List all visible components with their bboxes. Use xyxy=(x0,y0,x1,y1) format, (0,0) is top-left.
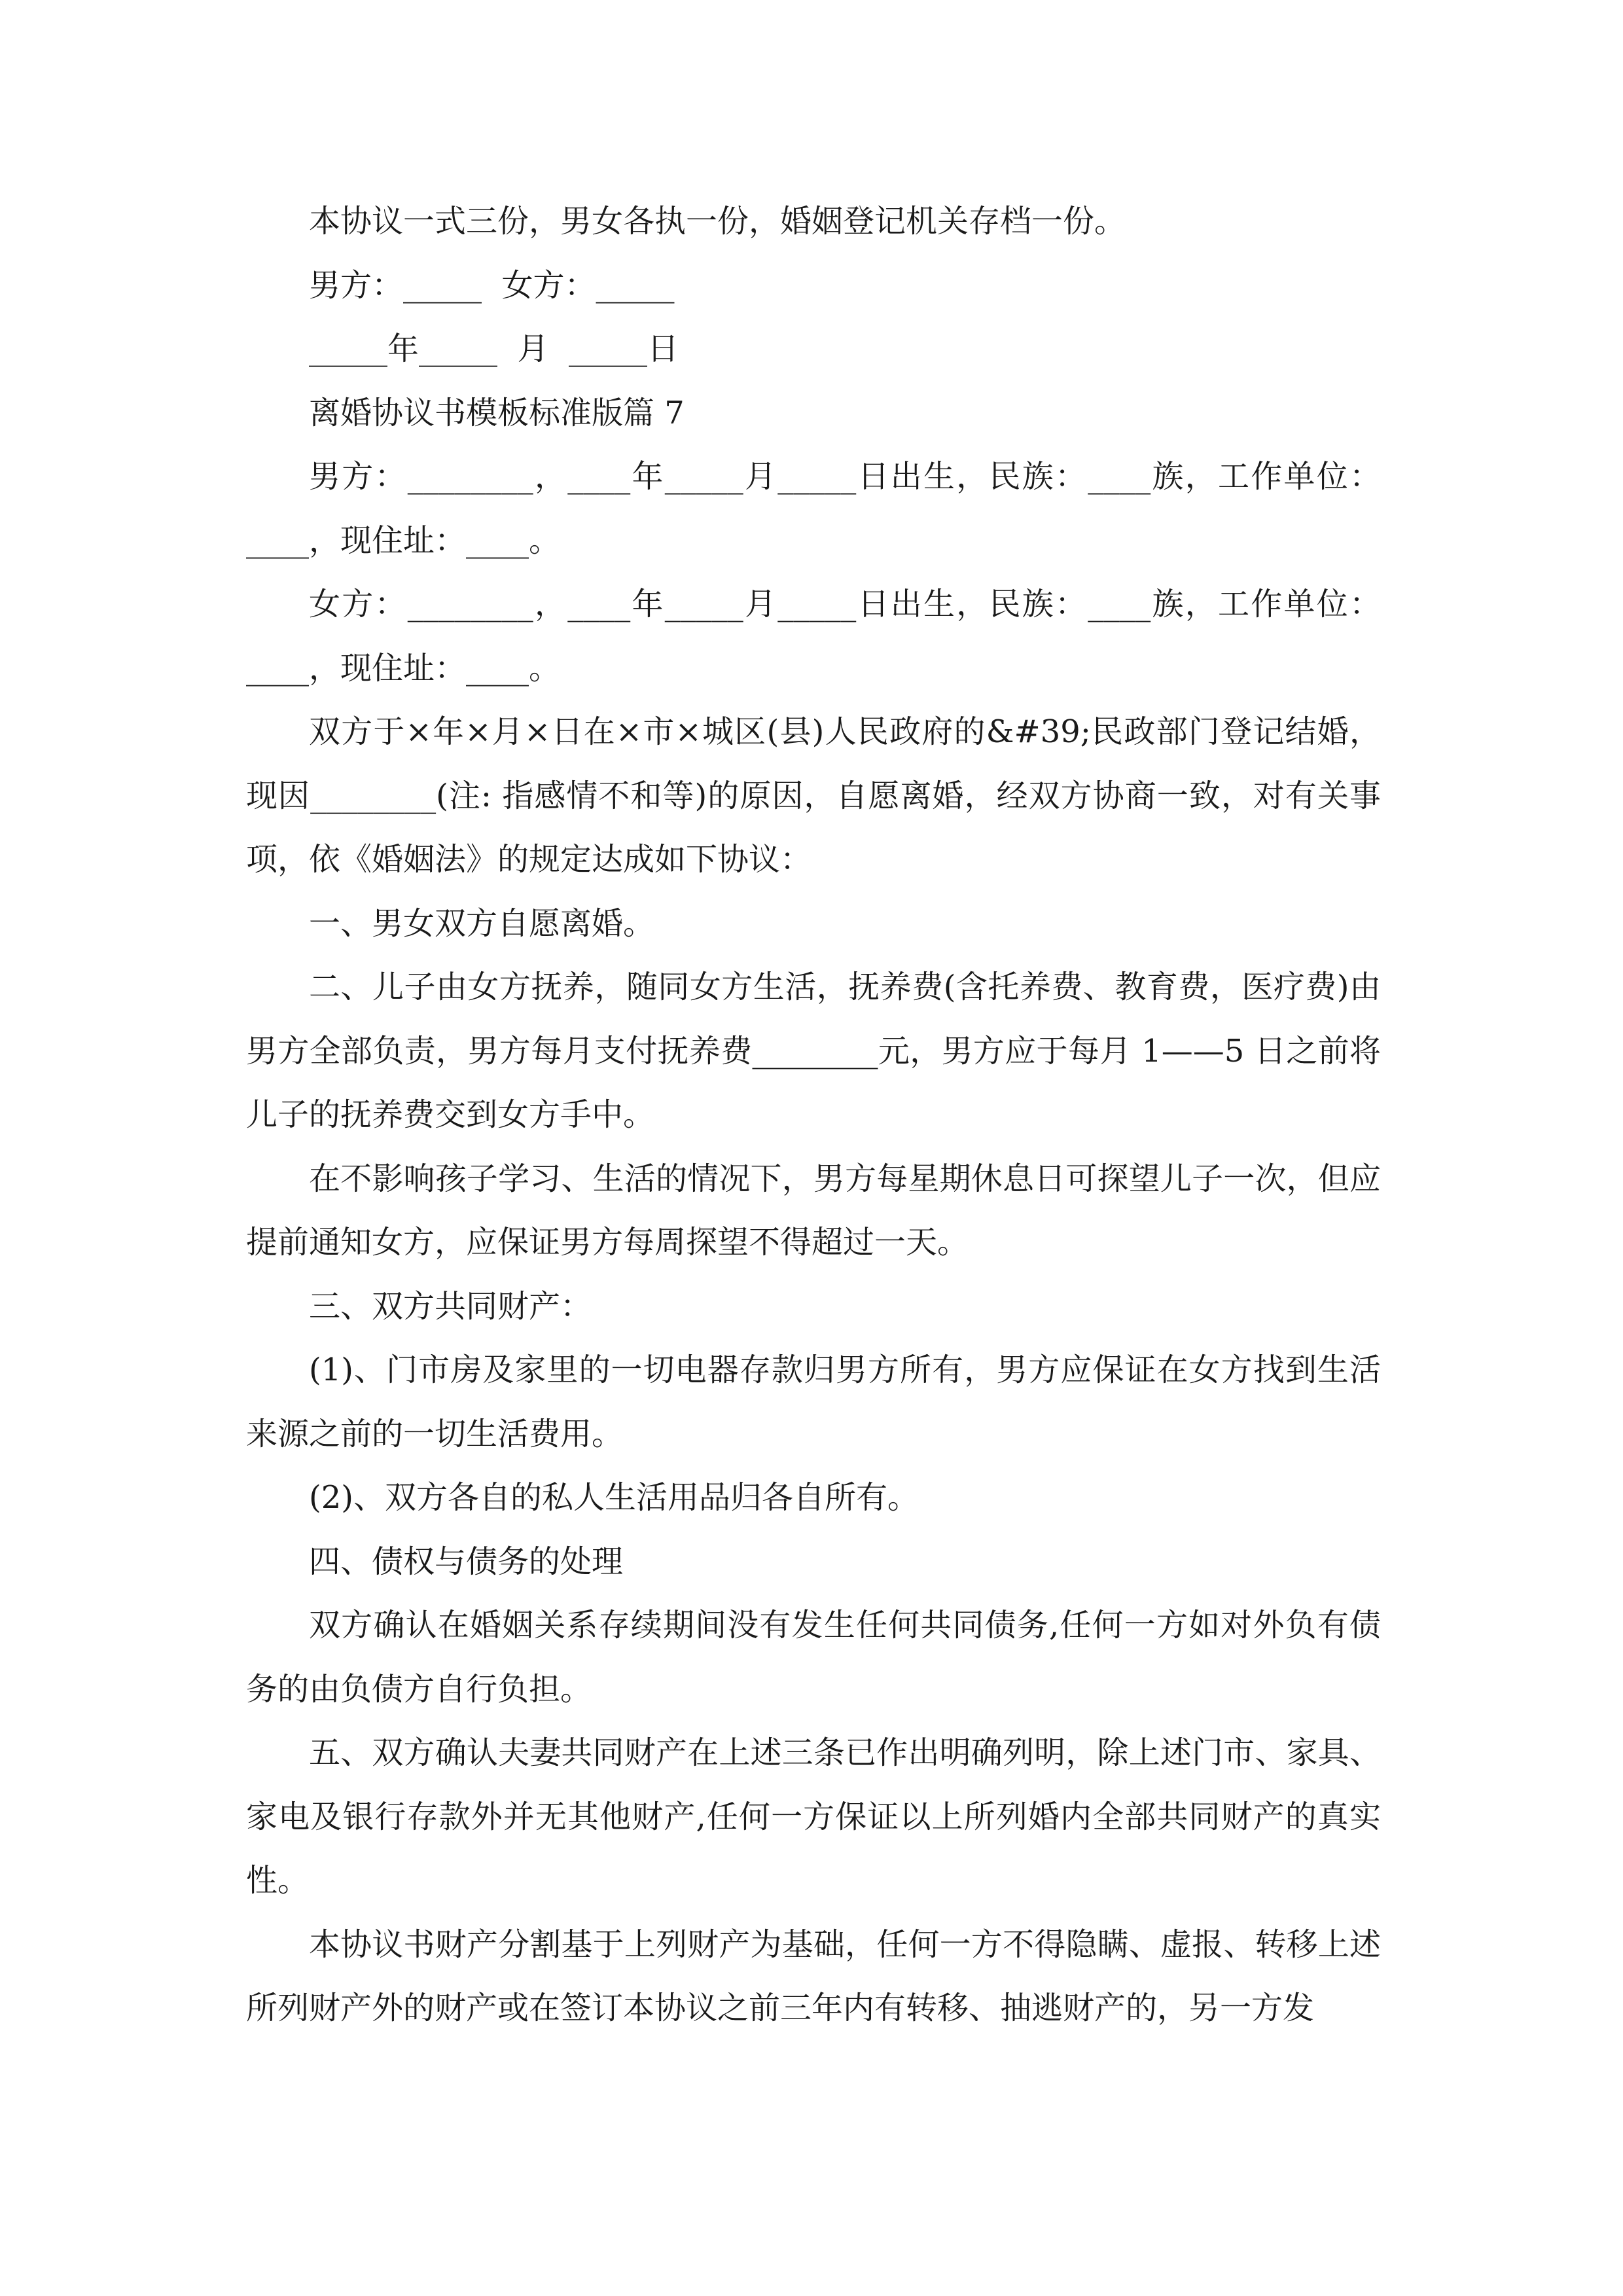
paragraph-female-party: 女方：________，____年_____月_____日出生，民族：____族，工作单位：____，现住址：____。 xyxy=(246,586,1381,687)
clause-2: 二、儿子由女方抚养，随同女方生活，抚养费(含托养费、教育费，医疗费)由男方全部负责，男方每月支付抚养费________元，男方应于每月 1——5 日之前将儿子的抚养费交到女方手中。 xyxy=(246,969,1381,1133)
paragraph-date: _____年_____ 月 _____日 xyxy=(309,331,679,367)
document-body xyxy=(246,190,1381,2041)
clause-3-item-1: (1)、门市房及家里的一切电器存款归男方所有，男方应保证在女方找到生活来源之前的一切生活费用。 xyxy=(246,1352,1381,1452)
paragraph-debts: 双方确认在婚姻关系存续期间没有发生任何共同债务,任何一方如对外负有债务的由负债方自行负担。 xyxy=(246,1607,1381,1708)
paragraph-preamble: 双方于×年×月×日在×市×城区(县)人民政府的&#39;民政部门登记结婚，现因________(注: 指感情不和等)的原因，自愿离婚，经双方协商一致，对有关事项，依《婚姻法》的规定达成如下协议： xyxy=(246,713,1381,878)
paragraph-property-basis: 本协议书财产分割基于上列财产为基础，任何一方不得隐瞒、虚报、转移上述所列财产外的财产或在签订本协议之前三年内有转移、抽逃财产的，另一方发 xyxy=(246,1926,1381,2026)
paragraph-signatures: 男方：_____ 女方：_____ xyxy=(309,266,675,304)
paragraph-copies: 本协议一式三份，男女各执一份，婚姻登记机关存档一份。 xyxy=(309,203,1126,240)
paragraph-visitation: 在不影响孩子学习、生活的情况下，男方每星期休息日可探望儿子一次，但应提前通知女方，应保证男方每周探望不得超过一天。 xyxy=(246,1160,1381,1261)
section-heading: 离婚协议书模板标准版篇 7 xyxy=(309,394,685,431)
clause-3-item-2: (2)、双方各自的私人生活用品归各自所有。 xyxy=(309,1479,919,1516)
clause-5: 五、双方确认夫妻共同财产在上述三条已作出明确列明，除上述门市、家具、家电及银行存款外并无其他财产,任何一方保证以上所列婚内全部共同财产的真实性。 xyxy=(246,1734,1381,1899)
clause-1: 一、男女双方自愿离婚。 xyxy=(309,905,655,942)
paragraph-male-party: 男方：________，____年_____月_____日出生，民族：____族，工作单位：____，现住址：____。 xyxy=(246,458,1381,559)
clause-4: 四、债权与债务的处理 xyxy=(309,1543,624,1580)
clause-3: 三、双方共同财产： xyxy=(309,1287,592,1325)
